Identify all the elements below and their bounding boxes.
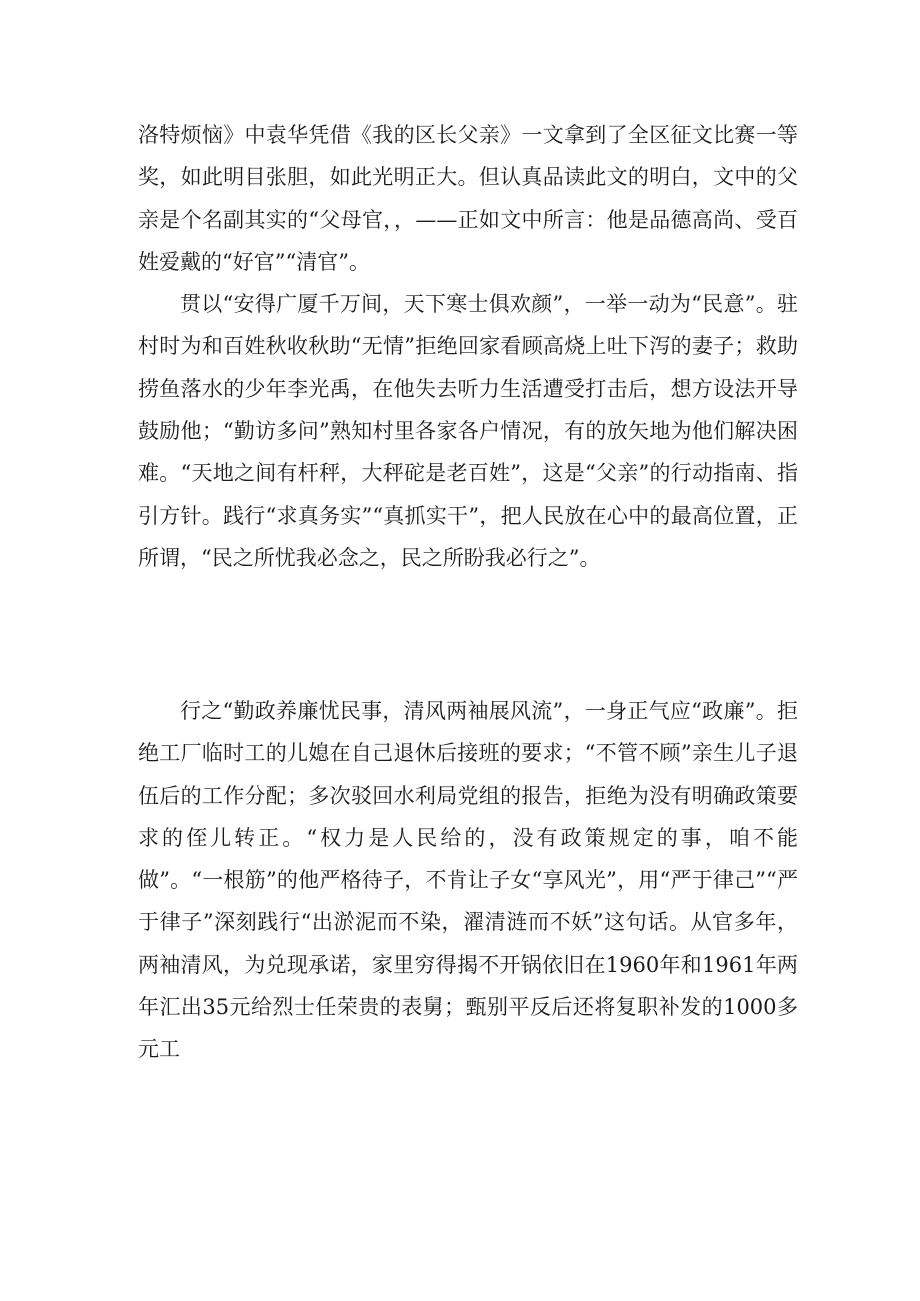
text-block-lower <box>138 690 798 1071</box>
paragraph-3: 行之“勤政养廉忧民事，清风两袖展风流”，一身正气应“政廉”。拒绝工厂临时工的儿媳在自己退休后接班的要求；“不管不顾”亲生儿子退伍后的工作分配；多次驳回水利局党组的报告，拒绝为没有明确政策要求的侄儿转正。“权力是人民给的，没有政策规定的事，咱不能做”。“一根筋”的他严格待子，不肯让子女“享风光”，用“严于律己”“严于律子”深刻践行“出淤泥而不染，濯清涟而不妖”这句话。从官多年，两袖清风，为兑现承诺，家里穷得揭不开锅依旧在1960年和1961年两年汇出35元给烈士任荣贵的表舅；甄别平反后还将复职补发的1000多元工 <box>138 699 798 1062</box>
text-block-upper <box>138 114 798 579</box>
paragraph-1: 洛特烦恼》中袁华凭借《我的区长父亲》一文拿到了全区征文比赛一等奖，如此明目张胆，如此光明正大。但认真品读此文的明白，文中的父亲是个名副其实的“父母官，，——正如文中所言：他是品德高尚、受百姓爱戴的“好官”“清官”。 <box>138 123 798 274</box>
paragraph-2: 贯以“安得广厦千万间，天下寒士俱欢颜”，一举一动为“民意”。驻村时为和百姓秋收秋助“无情”拒绝回家看顾高烧上吐下泻的妻子；救助捞鱼落水的少年李光禹，在他失去听力生活遭受打击后，想方设法开导鼓励他；“勤访多问”熟知村里各家各户情况，有的放矢地为他们解决困难。“天地之间有杆秤，大秤砣是老百姓”，这是“父亲”的行动指南、指引方针。践行“求真务实”“真抓实干”，把人民放在心中的最高位置，正所谓，“民之所忧我必念之，民之所盼我必行之”。 <box>138 292 798 570</box>
